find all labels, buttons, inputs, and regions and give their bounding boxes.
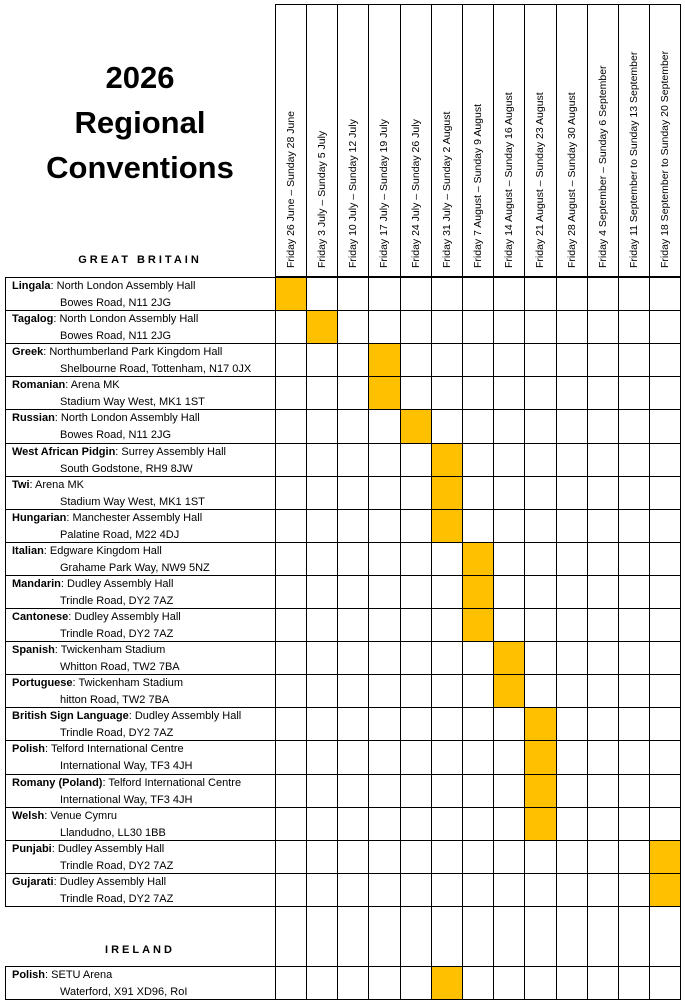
grid-line [5, 774, 681, 775]
grid-line [493, 4, 494, 1000]
week-label: Friday 18 September to Sunday 20 September [658, 50, 671, 268]
week-header [649, 4, 680, 276]
week-header [400, 4, 431, 276]
separator: : [115, 446, 122, 458]
convention-line-1 [12, 576, 173, 593]
convention-week-marker [369, 344, 400, 376]
week-label: Friday 11 September to Sunday 13 September [627, 51, 640, 268]
grid-line [5, 277, 681, 278]
separator: : [45, 743, 51, 755]
separator: : [43, 346, 50, 358]
convention-line-1 [12, 510, 202, 527]
convention-address: Shelbourne Road, Tottenham, N17 0JX [60, 362, 252, 375]
convention-week-marker [463, 543, 493, 575]
convention-line-1 [12, 741, 192, 758]
convention-week-marker [432, 510, 462, 542]
grid-line [5, 443, 681, 444]
week-label: Friday 3 July – Sunday 5 July [315, 130, 328, 268]
week-label: Friday 21 August – Sunday 23 August [534, 92, 546, 268]
grid-line [400, 4, 401, 1000]
week-label: Friday 10 July – Sunday 12 July [346, 119, 359, 268]
convention-venue: North London Assembly Hall [59, 313, 199, 325]
convention-week-marker [650, 874, 680, 906]
convention-address: Stadium Way West, MK1 1ST [60, 395, 205, 408]
convention-line-1 [12, 543, 210, 560]
convention-address: Bowes Road, N11 2JG [60, 296, 172, 309]
grid-line [5, 575, 681, 576]
convention-language: Polish [12, 743, 46, 755]
week-header [493, 4, 524, 276]
week-header [556, 4, 587, 276]
convention-row [12, 344, 251, 377]
convention-venue: Northumberland Park Kingdom Hall [49, 346, 223, 358]
week-label: Friday 4 September – Sunday 6 September [596, 65, 609, 268]
convention-venue: Telford International Centre [50, 743, 184, 755]
convention-week-marker [432, 444, 462, 476]
convention-row [12, 741, 192, 774]
convention-week-marker [525, 741, 556, 774]
separator: : [54, 644, 61, 656]
convention-language: Welsh [12, 810, 45, 822]
convention-venue: Edgware Kingdom Hall [49, 545, 162, 557]
separator: : [65, 379, 71, 391]
grid-line [5, 542, 681, 543]
separator: : [68, 611, 75, 623]
convention-line-1 [12, 675, 183, 692]
grid-line [5, 608, 681, 609]
convention-address: hitton Road, TW2 7BA [60, 693, 170, 706]
separator: : [53, 876, 60, 888]
convention-line-1 [12, 967, 187, 984]
convention-line-1 [12, 377, 205, 394]
convention-language: Portuguese [12, 677, 73, 689]
separator: : [53, 313, 60, 325]
grid-line [5, 873, 681, 874]
week-label: Friday 24 July – Sunday 26 July [409, 119, 422, 268]
week-label: Friday 31 July – Sunday 2 August [440, 111, 453, 268]
convention-language: Spanish [12, 644, 55, 656]
grid-line [618, 4, 619, 1000]
convention-row [12, 576, 173, 609]
convention-language: Tagalog [12, 313, 54, 325]
convention-venue: SETU Arena [51, 969, 113, 981]
convention-row [12, 543, 210, 576]
week-header [587, 4, 618, 276]
convention-row [12, 377, 205, 410]
grid-line [5, 740, 681, 741]
week-header [275, 4, 306, 276]
convention-row [12, 841, 173, 874]
convention-week-marker [401, 410, 431, 443]
title-line-3: Conventions [46, 150, 234, 185]
week-header [524, 4, 556, 276]
grid-line [462, 4, 463, 1000]
convention-week-marker [463, 609, 493, 641]
grid-line [5, 277, 6, 907]
convention-language: West African Pidgin [12, 446, 116, 458]
week-header [618, 4, 649, 276]
convention-line-1 [12, 311, 198, 328]
convention-address: Palatine Road, M22 4DJ [60, 528, 180, 541]
separator: : [51, 843, 58, 855]
schedule-title [20, 55, 260, 190]
convention-language: Romany (Poland) [12, 777, 103, 789]
convention-row [12, 278, 195, 311]
grid-line [5, 966, 681, 967]
convention-line-1 [12, 410, 200, 427]
grid-line [5, 840, 681, 841]
convention-language: Lingala [12, 280, 51, 292]
grid-line [306, 4, 307, 1000]
grid-line [5, 476, 681, 477]
convention-venue: Arena MK [35, 479, 84, 491]
convention-row [12, 609, 181, 642]
convention-line-1 [12, 808, 166, 825]
convention-row [12, 874, 173, 907]
grid-line [5, 509, 681, 510]
grid-line [275, 276, 681, 277]
grid-line [5, 674, 681, 675]
title-line-2: Regional [74, 105, 206, 140]
convention-week-marker [650, 841, 680, 873]
title-line-1: 2026 [105, 60, 175, 95]
separator: : [43, 545, 50, 557]
convention-language: Russian [12, 412, 55, 424]
convention-row [12, 410, 200, 443]
convention-venue: Telford International Centre [108, 777, 242, 789]
convention-language: Mandarin [12, 578, 61, 590]
week-label: Friday 7 August – Sunday 9 August [471, 103, 484, 268]
convention-week-marker [276, 278, 306, 310]
convention-week-marker [463, 576, 493, 608]
region-label-great-britain: GREAT BRITAIN [78, 254, 202, 266]
convention-language: Cantonese [12, 611, 69, 623]
convention-row [12, 311, 198, 344]
convention-address: Trindle Road, DY2 7AZ [60, 627, 174, 640]
convention-language: Punjabi [12, 843, 52, 855]
convention-address: Trindle Road, DY2 7AZ [60, 726, 174, 739]
convention-line-1 [12, 609, 181, 626]
convention-venue: Dudley Assembly Hall [59, 876, 167, 888]
convention-row [12, 675, 183, 708]
convention-line-1 [12, 477, 205, 494]
convention-address: Trindle Road, DY2 7AZ [60, 892, 174, 905]
convention-week-marker [432, 967, 462, 999]
convention-row [12, 510, 202, 543]
convention-line-1 [12, 708, 241, 725]
week-header [431, 4, 462, 276]
convention-row [12, 477, 205, 510]
grid-line [5, 376, 681, 377]
grid-line [5, 966, 6, 1000]
convention-venue: Twickenham Stadium [60, 644, 166, 656]
convention-venue: Twickenham Stadium [78, 677, 183, 689]
convention-line-1 [12, 874, 173, 891]
week-header [368, 4, 400, 276]
region-label-ireland: IRELAND [105, 944, 175, 956]
convention-row [12, 808, 166, 841]
convention-line-1 [12, 642, 180, 659]
separator: : [72, 677, 79, 689]
convention-language: British Sign Language [12, 710, 129, 722]
grid-line [5, 999, 681, 1000]
grid-line [556, 4, 557, 1000]
grid-line [275, 4, 276, 1000]
convention-week-marker [307, 311, 337, 343]
convention-address: Bowes Road, N11 2JG [60, 428, 172, 441]
convention-week-marker [369, 377, 400, 409]
convention-language: Italian [12, 545, 44, 557]
convention-address: Trindle Road, DY2 7AZ [60, 859, 174, 872]
grid-line [337, 4, 338, 1000]
convention-row [12, 444, 226, 477]
convention-language: Romanian [12, 379, 66, 391]
week-header [337, 4, 368, 276]
convention-address: Whitton Road, TW2 7BA [60, 660, 180, 673]
convention-row [12, 967, 187, 1000]
grid-line [5, 343, 681, 344]
separator: : [54, 412, 61, 424]
convention-venue: Dudley Assembly Hall [74, 611, 181, 623]
convention-line-1 [12, 444, 226, 461]
week-label: Friday 14 August – Sunday 16 August [502, 92, 515, 268]
grid-line [524, 4, 525, 1000]
convention-venue: Dudley Assembly Hall [67, 578, 174, 590]
grid-line [5, 707, 681, 708]
convention-row [12, 775, 241, 808]
convention-language: Greek [12, 346, 44, 358]
convention-venue: Manchester Assembly Hall [72, 512, 203, 524]
grid-line [275, 4, 681, 5]
convention-address: Trindle Road, DY2 7AZ [60, 594, 174, 607]
week-header [462, 4, 493, 276]
convention-venue: Surrey Assembly Hall [121, 446, 226, 458]
grid-line [5, 807, 681, 808]
separator: : [66, 512, 73, 524]
week-label: Friday 17 July – Sunday 19 July [378, 119, 390, 268]
separator: : [29, 479, 36, 491]
convention-language: Twi [12, 479, 30, 491]
convention-language: Hungarian [12, 512, 67, 524]
grid-line [680, 4, 681, 1000]
convention-venue: Venue Cymru [50, 810, 117, 822]
grid-line [587, 4, 588, 1000]
convention-venue: Arena MK [70, 379, 120, 391]
convention-venue: Dudley Assembly Hall [57, 843, 165, 855]
grid-line [5, 310, 681, 311]
convention-address: International Way, TF3 4JH [60, 793, 193, 806]
convention-address: South Godstone, RH9 8JW [60, 462, 193, 475]
week-header [306, 4, 337, 276]
convention-address: Grahame Park Way, NW9 5NZ [60, 561, 210, 574]
separator: : [128, 710, 135, 722]
separator: : [44, 810, 51, 822]
convention-address: Waterford, X91 XD96, RoI [60, 985, 188, 998]
grid-line [5, 641, 681, 642]
grid-line [5, 906, 681, 907]
grid-line [368, 4, 369, 1000]
convention-row [12, 642, 180, 675]
convention-line-1 [12, 775, 241, 792]
convention-address: Bowes Road, N11 2JG [60, 329, 172, 342]
convention-line-1 [12, 841, 173, 858]
week-label: Friday 28 August – Sunday 30 August [565, 92, 578, 268]
convention-week-marker [525, 808, 556, 840]
grid-line [5, 409, 681, 410]
convention-week-marker [432, 477, 462, 509]
convention-week-marker [494, 675, 524, 707]
convention-week-marker [494, 642, 524, 674]
separator: : [50, 280, 57, 292]
convention-week-marker [525, 708, 556, 740]
convention-address: Stadium Way West, MK1 1ST [60, 495, 205, 508]
separator: : [45, 969, 52, 981]
separator: : [60, 578, 68, 590]
convention-line-1 [12, 278, 195, 295]
convention-language: Polish [12, 969, 46, 981]
convention-address: International Way, TF3 4JH [60, 759, 193, 772]
convention-week-marker [525, 775, 556, 807]
convention-row [12, 708, 241, 741]
convention-venue: Dudley Assembly Hall [134, 710, 242, 722]
convention-address: Llandudno, LL30 1BB [60, 826, 166, 839]
separator: : [102, 777, 109, 789]
convention-language: Gujarati [12, 876, 54, 888]
week-label: Friday 26 June – Sunday 28 June [284, 110, 297, 268]
convention-line-1 [12, 344, 251, 361]
convention-venue: North London Assembly Hall [56, 280, 196, 292]
convention-venue: North London Assembly Hall [60, 412, 200, 424]
